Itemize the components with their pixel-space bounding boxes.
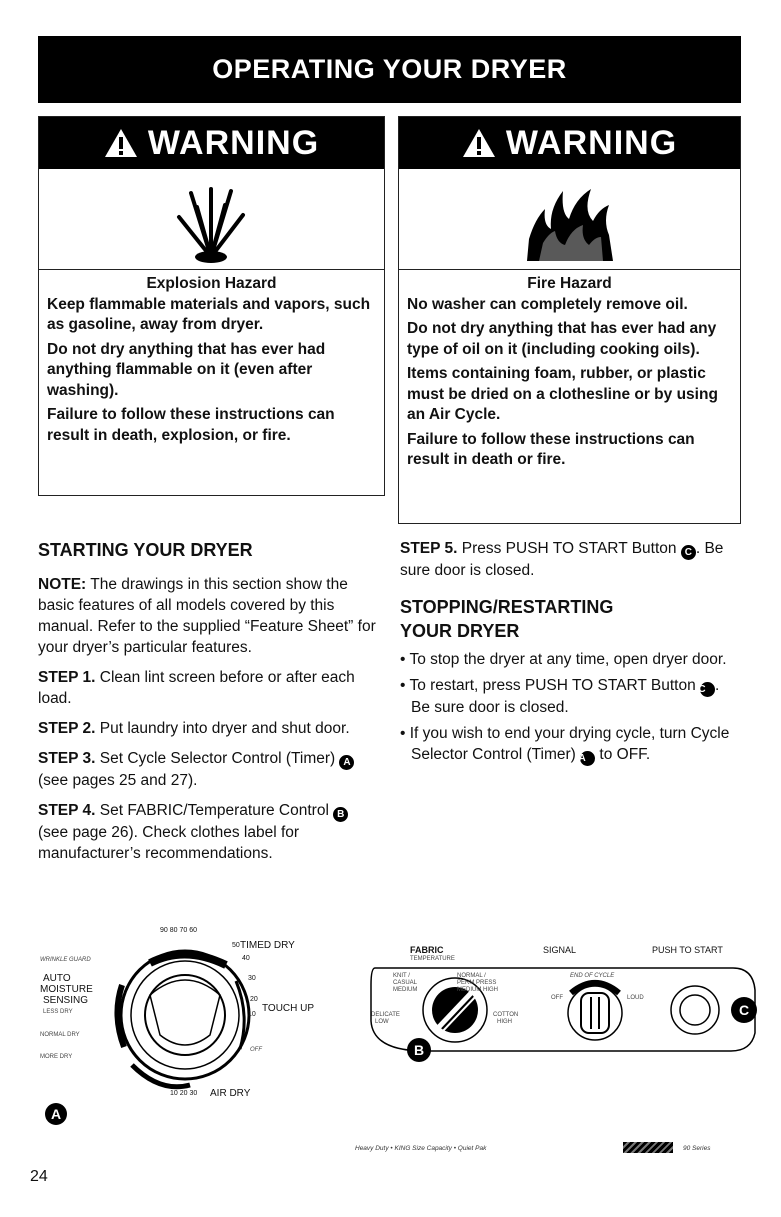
page-number: 24 [30, 1168, 48, 1185]
stopping-list [400, 649, 740, 766]
wrinkle-guard-label: WRINKLE GUARD [40, 957, 91, 963]
sensing-label: SENSING [43, 995, 89, 1006]
heading-line: STOPPING/RESTARTING [400, 597, 614, 617]
warning-paragraph: Do not dry anything that has ever had anything flammable on it (even after washing). [47, 340, 326, 399]
warning-text [399, 270, 740, 479]
auto-label: AUTO [43, 973, 71, 984]
section-heading [400, 595, 740, 643]
step-text: Set FABRIC/Temperature Control [95, 802, 334, 819]
step-1 [38, 667, 376, 709]
medium-high-label: MEDIUM HIGH [457, 987, 498, 993]
step-text: (see page 26). Check clothes label for manufacturer’s recommendations. [38, 824, 300, 862]
warning-triangle-icon [104, 128, 138, 158]
warning-header [39, 117, 384, 169]
list-item [400, 675, 740, 718]
step-label: STEP 5. [400, 540, 458, 557]
list-item [400, 723, 740, 766]
marker-c-icon: C [681, 545, 696, 560]
list-text: • If you wish to end your drying cycle, turn Cycle Selector Control (Timer) [400, 725, 730, 763]
dial-tick: 30 [248, 975, 256, 982]
normal-label: NORMAL / [457, 973, 486, 979]
list-text: • To restart, press PUSH TO START Button [400, 677, 701, 694]
marker-a-icon: A [45, 1103, 67, 1125]
panel-footer-text: Heavy Duty • KING Size Capacity • Quiet Pak [355, 1145, 487, 1152]
high-label: HIGH [497, 1019, 512, 1025]
step-5-and-stopping [400, 538, 740, 771]
off-label: OFF [250, 1047, 262, 1053]
more-dry-label: MORE DRY [40, 1054, 73, 1060]
step-5 [400, 538, 740, 581]
warning-paragraph: Failure to follow these instructions can result in death or fire. [407, 430, 695, 468]
dial-tick: 50 [232, 942, 240, 949]
step-2 [38, 718, 376, 739]
warning-box-fire [398, 116, 741, 524]
warning-triangle-icon [462, 128, 496, 158]
marker-c-icon: C [700, 682, 715, 697]
fire-icon [399, 169, 740, 270]
note-label: NOTE: [38, 576, 87, 593]
heading-line: YOUR DRYER [400, 621, 520, 641]
step-4 [38, 800, 376, 864]
brand-logo-icon [623, 1142, 673, 1153]
normal-dry-label: NORMAL DRY [40, 1032, 80, 1038]
perm-press-label: PERM PRESS [457, 980, 497, 986]
warning-box-explosion [38, 116, 385, 496]
step-label: STEP 4. [38, 802, 96, 819]
list-text: . Be sure door is closed. [411, 677, 720, 716]
less-dry-label: LESS DRY [43, 1009, 73, 1015]
step-text: . Be sure door is closed. [400, 540, 724, 579]
step-label: STEP 1. [38, 669, 96, 686]
step-text: Put laundry into dryer and shut door. [95, 720, 350, 737]
warning-paragraph: Failure to follow these instructions can result in death, explosion, or fire. [47, 406, 335, 444]
step-label: STEP 3. [38, 750, 96, 767]
marker-a-icon: A [580, 751, 595, 766]
explosion-icon [39, 169, 384, 270]
fabric-label: FABRIC [410, 945, 444, 955]
marker-b-icon: B [407, 1038, 431, 1062]
delicate-label: DELICATE [371, 1012, 400, 1018]
warning-paragraph: Do not dry anything that has ever had any type of oil on it (including cooking oils). [407, 320, 717, 358]
knit-label: KNIT / [393, 973, 410, 979]
marker-c-icon: C [731, 997, 757, 1023]
signal-off-label: OFF [551, 995, 563, 1001]
touch-up-label: TOUCH UP [262, 1003, 315, 1014]
dial-tick: 90 80 70 60 [160, 927, 197, 934]
warning-title: WARNING [147, 123, 320, 162]
hazard-name: Fire Hazard [527, 275, 612, 292]
note-paragraph [38, 574, 376, 658]
warning-paragraph: Items containing foam, rubber, or plastic must be dried on a clothesline or by using an Air Cycle. [407, 365, 718, 423]
panel-outline [355, 945, 765, 1105]
starting-section [38, 538, 376, 873]
cycle-selector-dial-illustration [40, 925, 340, 1140]
dial-tick: 10 20 30 [170, 1090, 198, 1097]
control-panel-illustration [355, 945, 765, 1160]
list-text: to OFF. [595, 746, 651, 763]
air-dry-label: AIR DRY [210, 1088, 251, 1099]
medium-label: MEDIUM [393, 987, 418, 993]
push-to-start-label: PUSH TO START [652, 945, 723, 955]
cotton-label: COTTON [493, 1012, 519, 1018]
warning-paragraph: No washer can completely remove oil. [407, 295, 688, 313]
note-text: The drawings in this section show the basic features of all models covered by this manual. Refer to the supplied “Feature Sheet” for your dryer’s particular features. [38, 576, 376, 656]
signal-label: SIGNAL [543, 945, 577, 955]
loud-label: LOUD [627, 995, 644, 1001]
warning-paragraph: Keep flammable materials and vapors, such as gasoline, away from dryer. [47, 295, 371, 333]
section-heading: STARTING YOUR DRYER [38, 540, 253, 560]
step-text: Clean lint screen before or after each load. [38, 669, 355, 707]
dial-tick: 20 [250, 996, 258, 1003]
end-of-cycle-label: END OF CYCLE [570, 973, 615, 979]
step-text: Set Cycle Selector Control (Timer) [95, 750, 340, 767]
page-title: OPERATING YOUR DRYER [38, 36, 741, 103]
marker-a-icon: A [339, 755, 354, 770]
series-label: 90 Series [683, 1145, 711, 1152]
step-3 [38, 748, 376, 791]
list-item: • To stop the dryer at any time, open dryer door. [400, 651, 727, 668]
marker-b-icon: B [333, 807, 348, 822]
low-label: LOW [375, 1019, 389, 1025]
warning-header [399, 117, 740, 169]
moisture-label: MOISTURE [40, 984, 93, 995]
warning-text [39, 270, 384, 454]
hazard-name: Explosion Hazard [146, 275, 277, 292]
temperature-label: TEMPERATURE [410, 956, 455, 962]
step-text: (see pages 25 and 27). [38, 772, 198, 789]
dial-tick: 40 [242, 955, 250, 962]
step-label: STEP 2. [38, 720, 96, 737]
warning-title: WARNING [505, 123, 678, 162]
dial-tick: 10 [248, 1011, 256, 1018]
step-text: Press PUSH TO START Button [457, 540, 681, 557]
casual-label: CASUAL [393, 980, 418, 986]
timed-dry-label: TIMED DRY [240, 940, 295, 951]
